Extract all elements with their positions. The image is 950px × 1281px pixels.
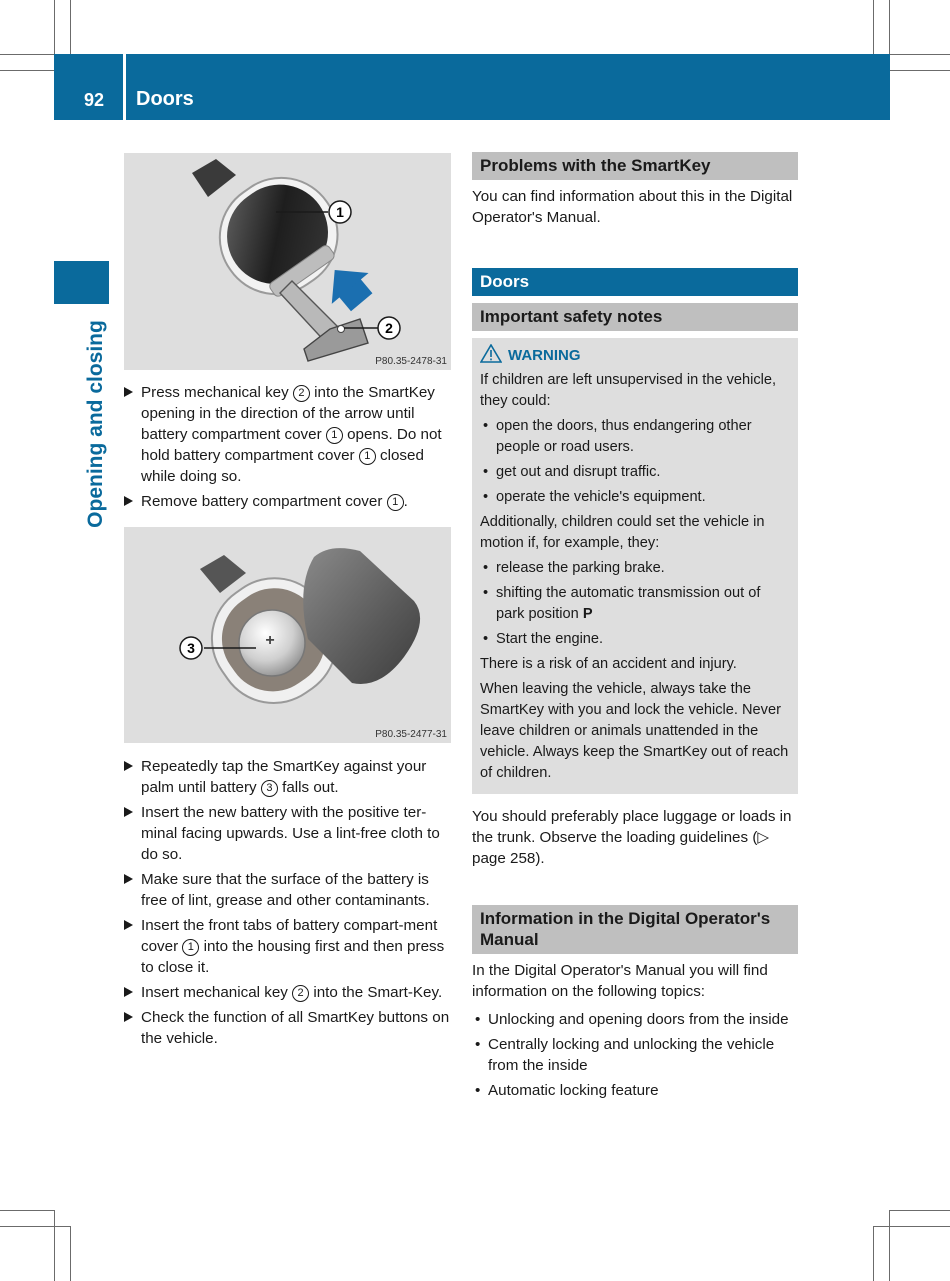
callout-ref: 1 [359,448,376,465]
instruction-step [124,382,454,487]
instruction-step [124,802,454,865]
warning-intro: If children are left unsupervised in the vehicle, they could: [480,372,777,409]
instruction-list [124,382,454,512]
smartkey-figure-1 [124,153,451,370]
instruction-step [124,982,454,1003]
crop-mark [0,70,54,71]
info-heading: Information in the Digital Operator's Manual [472,905,798,954]
callout-ref: 1 [387,494,404,511]
step-arrow-icon [124,387,133,397]
crop-mark [70,0,71,54]
step-arrow-icon [124,987,133,997]
step-arrow-icon [124,1012,133,1022]
luggage-sentence: You should preferably place luggage or loads in the trunk. Observe the loading guidelines [472,808,792,846]
doors-heading: Doors [472,268,798,296]
luggage-text [472,806,798,869]
step-text: Insert the front tabs of battery compart-ment cover [141,917,438,955]
problems-text: You can find information about this in the Digital Operator's Manual. [472,188,793,226]
chapter-label: Opening and closing [84,320,107,528]
step-arrow-icon [124,920,133,930]
problems-heading: Problems with the SmartKey [472,152,798,180]
step-text: Make sure that the surface of the battery is free of lint, grease and other contaminants. [141,871,430,909]
page-header [54,54,890,120]
crop-mark [54,0,55,54]
crop-mark [873,0,874,54]
step-text: Press mechanical key [141,384,293,401]
crop-mark [0,1210,54,1211]
callout-ref: 3 [261,780,278,797]
callout-ref: 1 [182,939,199,956]
page-number: 92 [84,90,105,110]
callout-label: 2 [385,320,393,336]
crop-mark [889,1210,890,1281]
list-item: • Unlocking and opening doors from the inside [472,1009,798,1030]
svg-text:+: + [265,632,275,649]
smartkey-illustration [124,153,451,370]
list-item [480,583,790,625]
crop-mark [873,1226,950,1227]
left-steps-a [124,382,454,516]
crop-mark [0,54,54,55]
callout-ref: 2 [292,985,309,1002]
list-item: • release the parking brake. [480,558,790,579]
info-topic-list [472,1009,798,1101]
crop-mark [54,1210,55,1281]
step-text: Check the function of all SmartKey buttons on the vehicle. [141,1009,450,1047]
list-item: • Start the engine. [480,629,790,650]
crop-mark [0,1226,70,1227]
list-item-text: shifting the automatic transmission out of park position [496,585,761,622]
instruction-step [124,491,454,512]
step-text: closed while doing so. [141,447,424,485]
callout-ref: 2 [293,385,310,402]
step-arrow-icon [124,874,133,884]
step-text: into the housing first and then press to close it. [141,938,445,976]
step-text: . [403,493,408,510]
list-item: • Centrally locking and unlocking the vehicle from the inside [472,1034,798,1076]
instruction-step [124,756,454,798]
step-text: opens. Do not hold battery compartment cover [141,426,442,464]
figure-reference: P80.35-2478-31 [375,356,447,367]
step-text: Insert mechanical key [141,984,293,1001]
crop-mark [890,54,950,55]
instruction-step [124,1007,454,1049]
warning-box [472,338,798,794]
callout-label: 3 [187,640,195,656]
callout-label: 1 [336,204,344,220]
left-steps-b [124,756,454,1053]
chapter-tab [54,261,109,304]
step-text: Repeatedly tap the SmartKey against your palm until battery [141,758,427,796]
step-arrow-icon [124,761,133,771]
instruction-list [124,756,454,1049]
step-text: Remove battery compartment cover [141,493,387,510]
gear-position: P [582,606,593,622]
step-arrow-icon [124,496,133,506]
warning-list [480,558,790,650]
crop-mark [890,70,950,71]
list-item: • open the doors, thus endangering other people or road users. [480,416,790,458]
warning-mid: Additionally, children could set the vehicle in motion if, for example, they: [480,514,765,551]
page-link[interactable]: (▷ page 258). [472,829,770,867]
list-item: • operate the vehicle's equipment. [480,487,790,508]
crop-mark [889,1210,950,1211]
warning-title: WARNING [508,347,581,364]
step-text: falls out. [277,779,339,796]
list-item: • get out and disrupt traffic. [480,462,790,483]
list-item: • Automatic locking feature [472,1080,798,1101]
info-intro: In the Digital Operator's Manual you will find information on the following topics: [472,962,768,1000]
warning-list [480,416,790,508]
callout-ref: 1 [326,427,343,444]
warning-risk: There is a risk of an accident and injury. [480,656,737,672]
battery-illustration [124,527,451,743]
warning-triangle-icon [480,344,502,363]
step-text: into the SmartKey opening in the direction of the arrow until battery compartment cover [141,384,435,443]
right-column [472,152,798,1105]
header-divider [123,54,126,120]
figure-reference: P80.35-2477-31 [375,729,447,740]
section-title: Doors [136,88,194,110]
step-text: Insert the new battery with the positive ter-minal facing upwards. Use a lint-free cloth to do so. [141,804,440,863]
crop-mark [70,1226,71,1281]
crop-mark [889,0,890,54]
warning-advice: When leaving the vehicle, always take the SmartKey with you and lock the vehicle. Never leave children or animals unattended in the vehicle. Always keep the SmartKey out of reach of children. [480,681,789,781]
step-arrow-icon [124,807,133,817]
warning-header [480,344,790,366]
instruction-step [124,915,454,978]
step-text: into the Smart-Key. [309,984,443,1001]
smartkey-figure-2 [124,527,451,743]
safety-heading: Important safety notes [472,303,798,331]
instruction-step [124,869,454,911]
crop-mark [873,1226,874,1281]
